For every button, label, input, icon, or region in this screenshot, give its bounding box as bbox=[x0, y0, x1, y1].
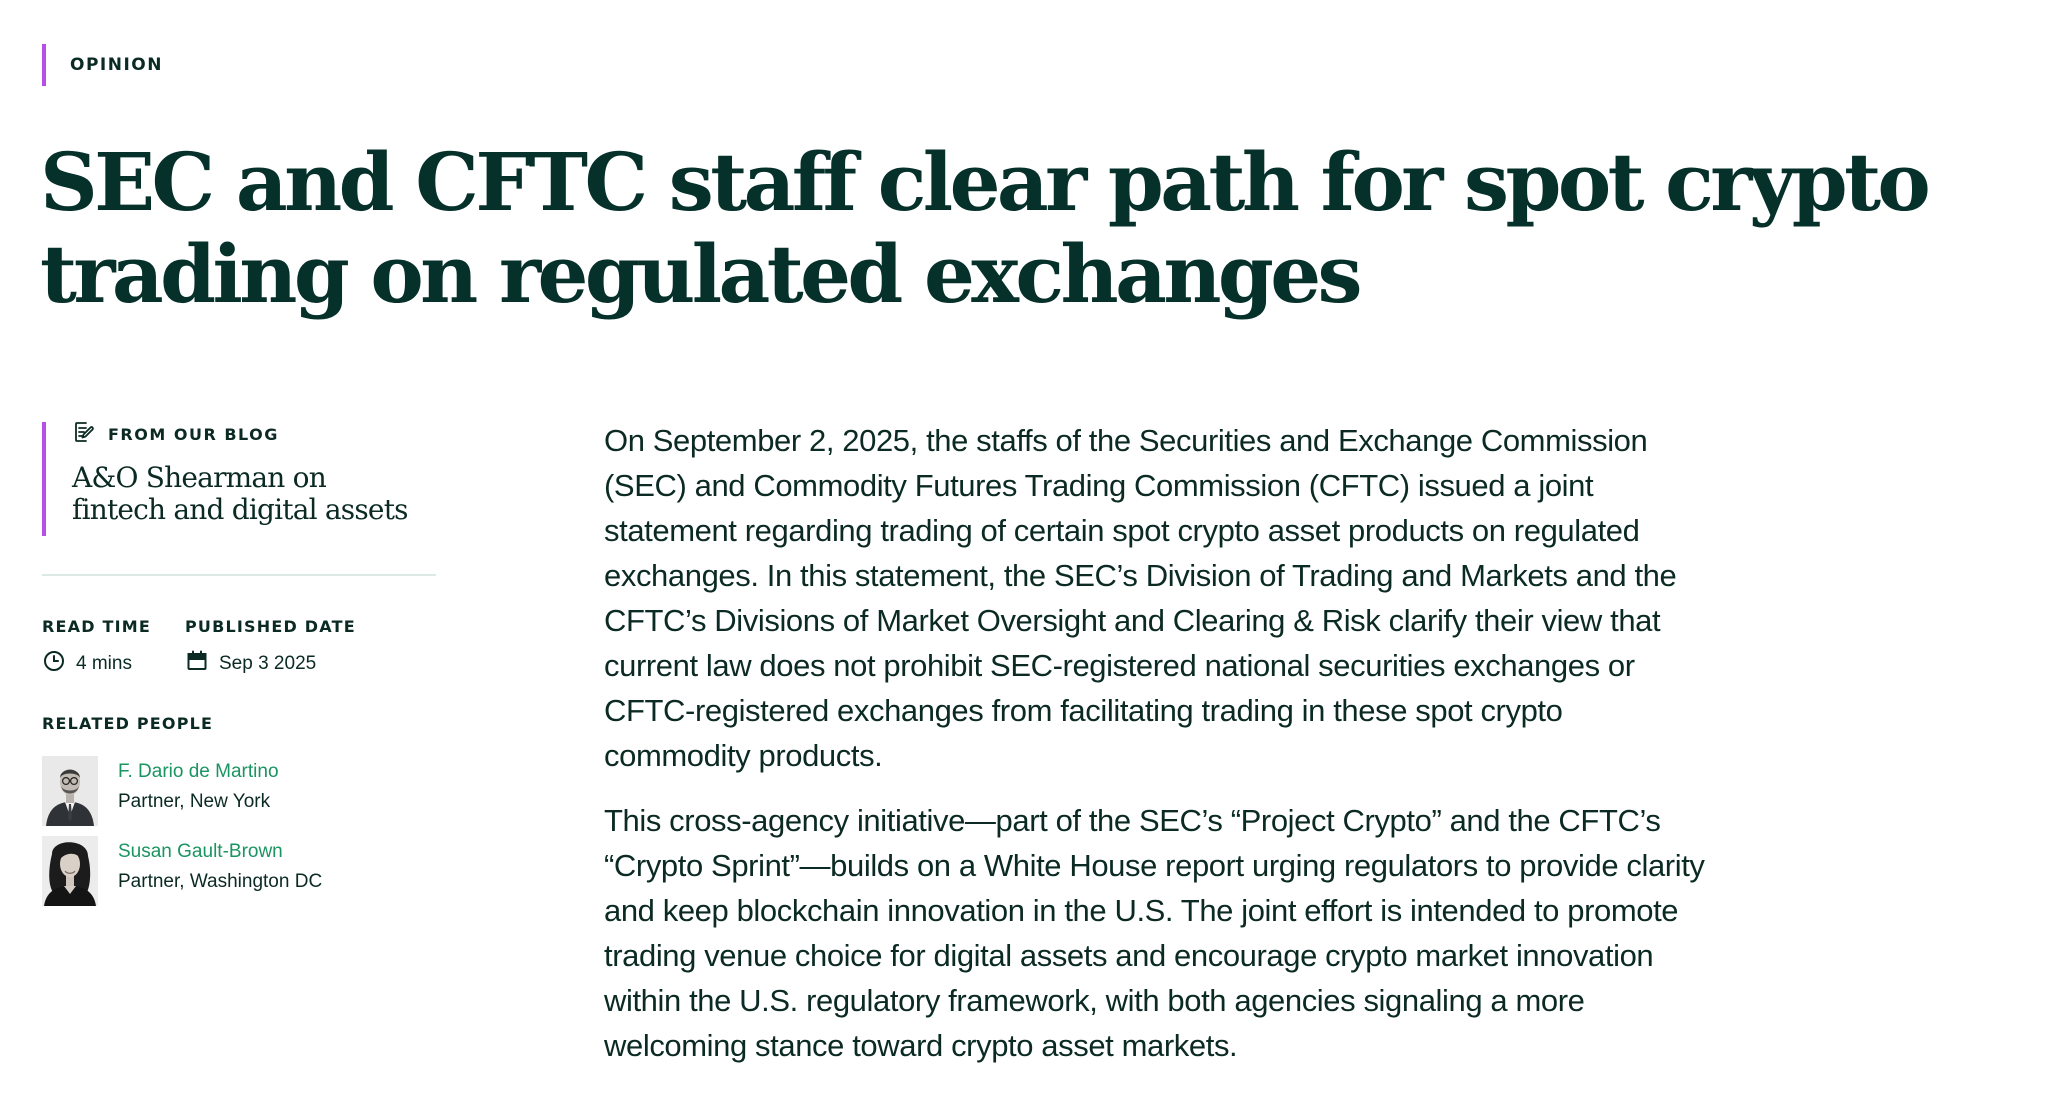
read-time-value-row bbox=[42, 649, 151, 679]
avatar[interactable] bbox=[42, 836, 98, 906]
blog-eyebrow bbox=[72, 422, 422, 446]
section-eyebrow bbox=[42, 44, 163, 86]
person-card bbox=[42, 756, 279, 826]
clock-icon bbox=[42, 649, 76, 679]
person-card bbox=[42, 836, 322, 906]
avatar[interactable] bbox=[42, 756, 98, 826]
blog-callout bbox=[42, 422, 422, 536]
sidebar-divider bbox=[42, 574, 436, 576]
page-title: SEC and CFTC staff clear path for spot crypto trading on regulated exchanges bbox=[40, 135, 1928, 321]
edit-note-icon bbox=[72, 420, 96, 449]
person-info bbox=[118, 756, 279, 826]
read-time-label: READ TIME bbox=[42, 617, 152, 636]
blog-eyebrow-label: FROM OUR BLOG bbox=[108, 424, 279, 444]
related-people-heading: RELATED PEOPLE bbox=[42, 714, 214, 733]
person-name-link[interactable]: F. Dario de Martino bbox=[118, 761, 279, 782]
published-date-value-row bbox=[185, 649, 356, 679]
article-body bbox=[604, 418, 1714, 1088]
blog-link[interactable]: A&O Shearman on fintech and digital assets bbox=[72, 461, 408, 526]
read-time-value: 4 mins bbox=[76, 653, 132, 674]
body-paragraph: On September 2, 2025, the staffs of the Securities and Exchange Commission (SEC) and Commodity Futures Trading Commission (CFTC) issued a joint statement regarding trading of certain spot crypto asset products on regulated exchanges. In this statement, the SEC’s Division of Trading and Markets and the CFTC’s Divisions of Market Oversight and Clearing & Risk clarify their view that current law does not prohibit SEC-registered national securities exchanges or CFTC-registered exchanges from facilitating trading in these spot crypto commodity products. bbox=[604, 423, 1677, 773]
calendar-icon bbox=[185, 649, 219, 679]
person-title: Partner, New York bbox=[118, 791, 271, 812]
read-time bbox=[42, 617, 151, 679]
person-info bbox=[118, 836, 322, 906]
body-paragraph: This cross-agency initiative—part of the SEC’s “Project Crypto” and the CFTC’s “Crypto Sprint”—builds on a White House report urging regulators to provide clarity and keep blockchain innovation in the U.S. The joint effort is intended to promote trading venue choice for digital assets and encourage crypto market innovation within the U.S. regulatory framework, with both agencies signaling a more welcoming stance toward crypto asset markets. bbox=[604, 803, 1705, 1063]
published-date-label: PUBLISHED DATE bbox=[185, 617, 356, 636]
published-date bbox=[185, 617, 356, 679]
published-date-value: Sep 3 2025 bbox=[219, 653, 317, 674]
person-name-link[interactable]: Susan Gault-Brown bbox=[118, 841, 283, 862]
person-title: Partner, Washington DC bbox=[118, 871, 323, 892]
eyebrow-label: OPINION bbox=[70, 55, 163, 75]
